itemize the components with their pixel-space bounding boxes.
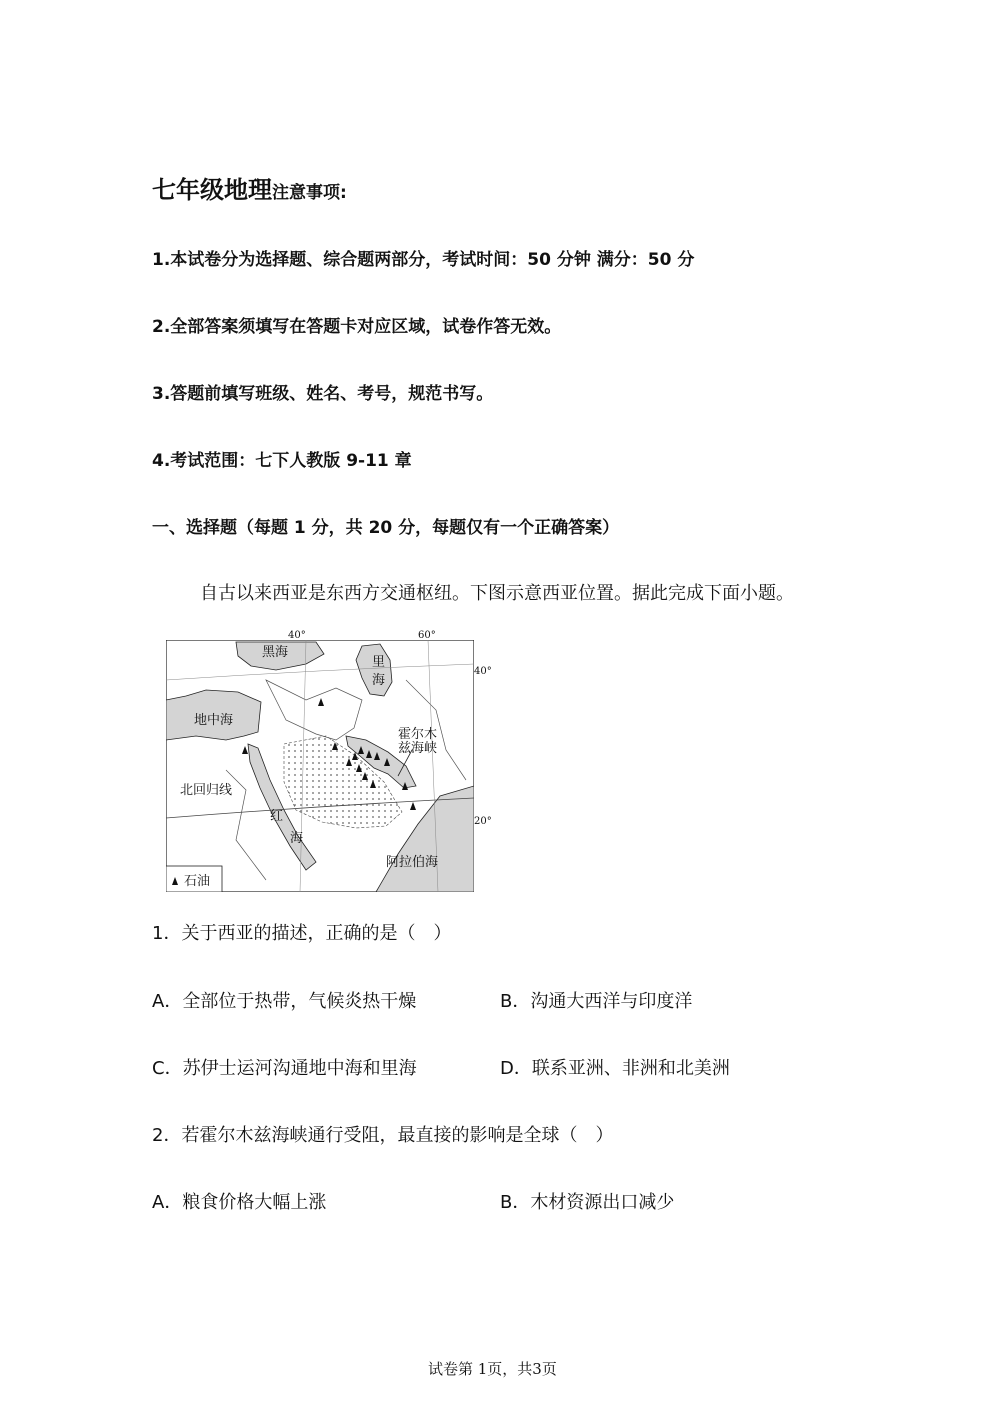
question-1-option-b: B．沟通大西洋与印度洋 [500, 991, 693, 1012]
label-caspian-1: 里 [372, 655, 386, 670]
section-intro: 自古以来西亚是东西方交通枢纽。下图示意西亚位置。据此完成下面小题。 [200, 583, 794, 604]
label-caspian-2: 海 [372, 673, 386, 688]
lat-20: 20° [474, 816, 492, 826]
label-black-sea: 黑海 [262, 645, 289, 660]
label-red-sea-2: 海 [290, 831, 304, 846]
label-arabian-sea: 阿拉伯海 [386, 855, 439, 870]
question-2-option-a: A．粮食价格大幅上涨 [152, 1192, 327, 1213]
lon-40: 40° [288, 630, 306, 641]
notice-3: 3.答题前填写班级、姓名、考号，规范书写。 [152, 384, 494, 404]
lat-40: 40° [474, 666, 492, 677]
legend-oil-label: 石油 [184, 874, 211, 889]
page-footer: 试卷第 1页，共3页 [428, 1360, 557, 1378]
lon-60: 60° [418, 630, 436, 641]
notice-1: 1.本试卷分为选择题、综合题两部分，考试时间：50 分钟 满分：50 分 [152, 250, 695, 270]
question-1-option-c: C．苏伊士运河沟通地中海和里海 [152, 1058, 417, 1079]
question-1-stem: 1．关于西亚的描述，正确的是（ ） [152, 923, 452, 944]
notice-4: 4.考试范围：七下人教版 9-11 章 [152, 451, 412, 471]
question-2-stem: 2．若霍尔木兹海峡通行受阻，最直接的影响是全球（ ） [152, 1125, 614, 1146]
label-mediterranean: 地中海 [194, 713, 234, 728]
page-header [152, 170, 347, 205]
label-tropic: 北回归线 [180, 783, 233, 798]
notice-heading: 注意事项: [272, 183, 347, 203]
page-title: 七年级地理 [152, 176, 272, 204]
question-2-option-b: B．木材资源出口减少 [500, 1192, 675, 1213]
label-hormuz-1: 霍尔木 [398, 727, 438, 742]
label-hormuz-2: 兹海峡 [398, 741, 438, 756]
notice-2: 2.全部答案须填写在答题卡对应区域，试卷作答无效。 [152, 317, 562, 337]
section-heading: 一、选择题（每题 1 分，共 20 分，每题仅有一个正确答案） [152, 518, 620, 538]
question-1-option-a: A．全部位于热带，气候炎热干燥 [152, 991, 417, 1012]
question-1-option-d: D．联系亚洲、非洲和北美洲 [500, 1058, 730, 1079]
label-red-sea-1: 红 [270, 809, 284, 824]
map-degree-labels [280, 626, 500, 826]
